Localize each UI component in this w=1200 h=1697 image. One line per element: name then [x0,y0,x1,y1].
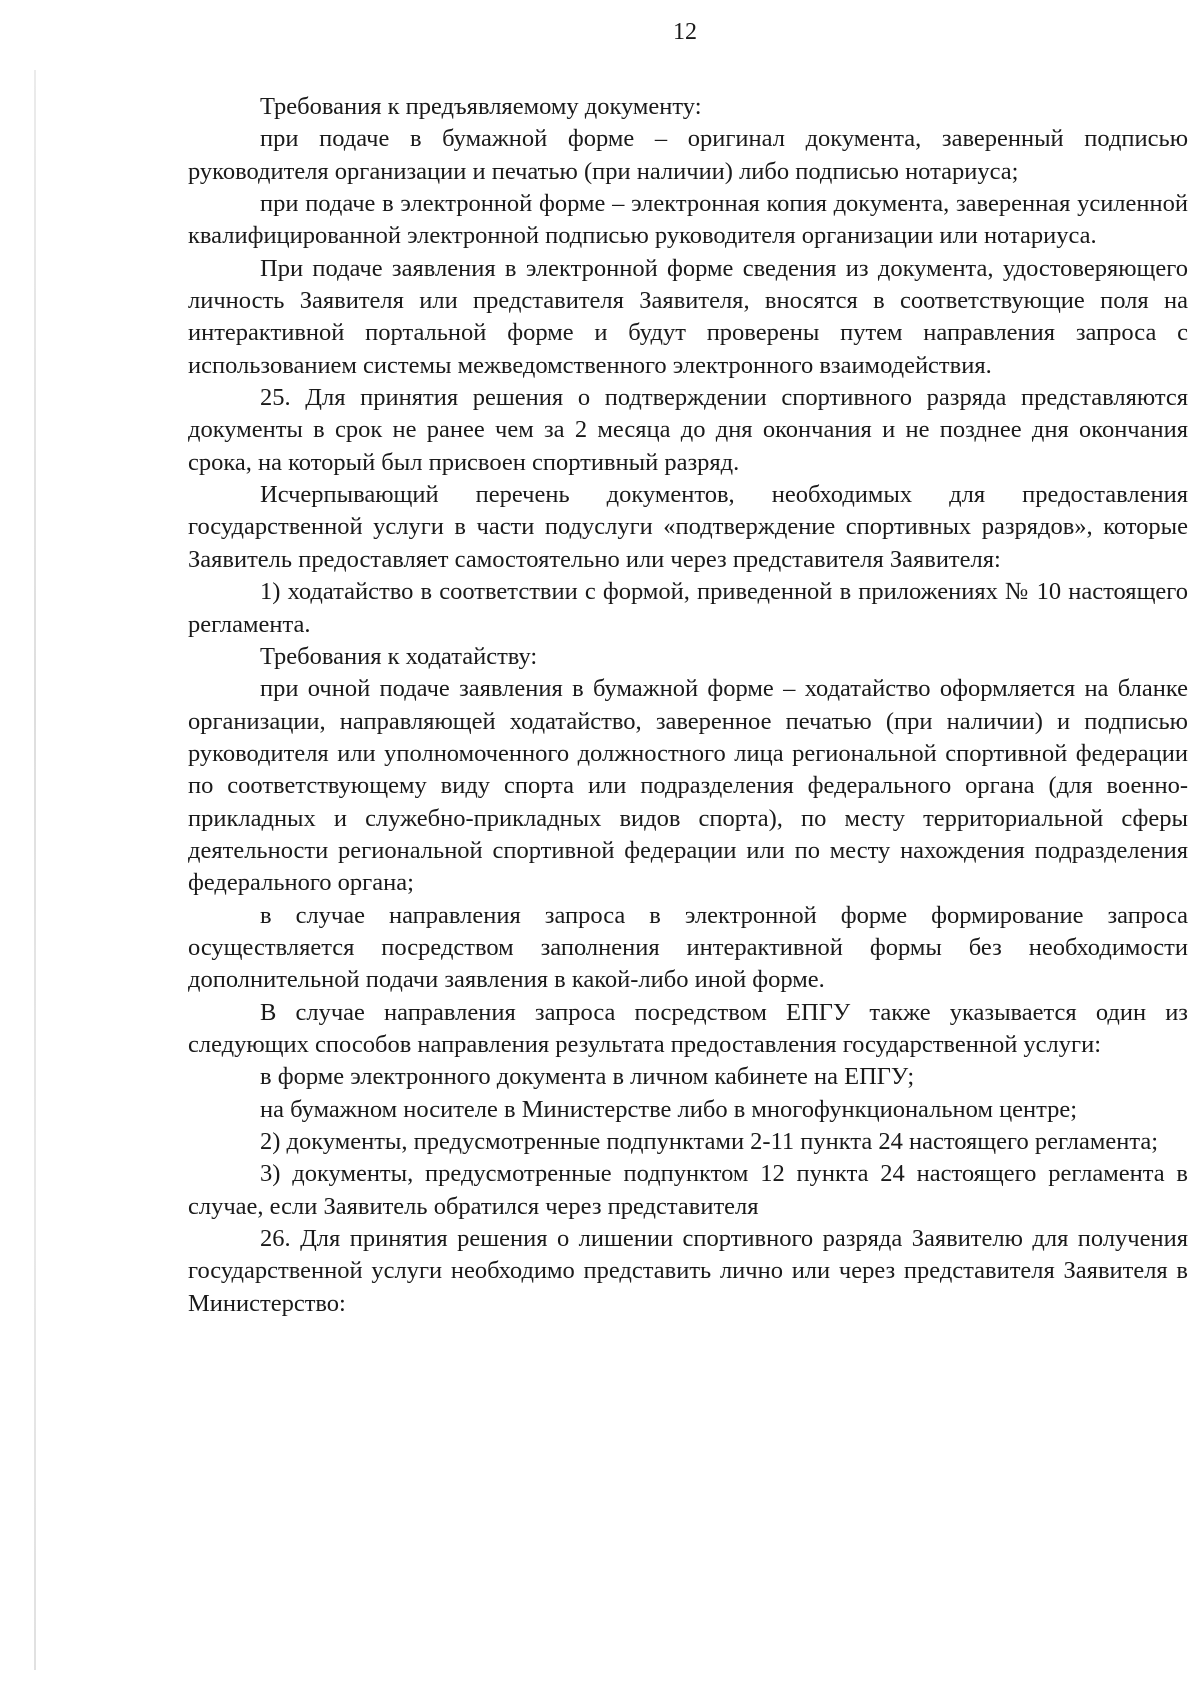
paragraph-list-item-3: 3) документы, предусмотренные подпунктом 12 пункта 24 настоящего регламента в случае, если Заявитель обратился через представителя [188,1160,1188,1220]
paragraph-list-item-2: 2) документы, предусмотренные подпунктами 2-11 пункта 24 настоящего регламента; [260,1128,1159,1155]
paragraph-item-25: 25. Для принятия решения о подтверждении спортивного разряда представляются документы в срок не ранее чем за 2 месяца до дня окончания и не позднее дня окончания срока, на который был присвоен спортивный разряд. [188,384,1188,476]
scan-edge-line [34,70,36,1670]
paragraph-in-person-paper-petition: при очной подаче заявления в бумажной форме – ходатайство оформляется на бланке организации, направляющей ходатайство, заверенное печатью (при наличии) и подписью руководителя или уполномоченного должностного лица региональной спортивной федерации по соответствующему виду спорта или подразделения федерального органа (для военно-прикладных и служебно-прикладных видов спорта), по месту территориальной сферы деятельности региональной спортивной федерации или по месту нахождения подразделения федерального органа; [188,675,1188,897]
document-body [188,91,1188,1320]
paragraph-identity-document-verification: При подаче заявления в электронной форме сведения из документа, удостоверяющего личность Заявителя или представителя Заявителя, вносятся в соответствующие поля на интерактивной портальной форме и будут проверены путем направления запроса с использованием системы межведомственного электронного взаимодействия. [188,254,1188,379]
paragraph-epgu-result-methods: В случае направления запроса посредством ЕПГУ также указывается один из следующих способов направления результата предоставления государственной услуги: [188,998,1188,1058]
paragraph-method-electronic: в форме электронного документа в личном кабинете на ЕПГУ; [260,1063,915,1091]
paragraph-electronic-submission: при подаче в электронной форме – электронная копия документа, заверенная усиленной квалифицированной электронной подписью руководителя организации или нотариуса. [188,190,1188,250]
paragraph-petition-requirements-heading: Требования к ходатайству: [260,642,538,670]
paragraph-item-26: 26. Для принятия решения о лишении спортивного разряда Заявителю для получения государственной услуги необходимо представить лично или через представителя Заявителя в Министерство: [188,1225,1188,1317]
paragraph-document-requirements-heading: Требования к предъявляемому документу: [260,93,702,120]
page-number: 12 [673,19,697,45]
paragraph-paper-submission: при подаче в бумажной форме – оригинал документа, заверенный подписью руководителя организации и печатью (при наличии) либо подписью нотариуса; [188,125,1188,185]
paragraph-method-paper: на бумажном носителе в Министерстве либо в многофункциональном центре; [260,1095,1078,1123]
paragraph-list-item-1: 1) ходатайство в соответствии с формой, приведенной в приложениях № 10 настоящего регламента. [188,578,1188,638]
paragraph-electronic-request: в случае направления запроса в электронной форме формирование запроса осуществляется посредством заполнения интерактивной формы без необходимости дополнительной подачи заявления в какой-либо иной форме. [188,901,1188,994]
paragraph-documents-list-intro: Исчерпывающий перечень документов, необходимых для предоставления государственной услуги в части подуслуги «подтверждение спортивных разрядов», которые Заявитель предоставляет самостоятельно или через представителя Заявителя: [188,481,1188,573]
